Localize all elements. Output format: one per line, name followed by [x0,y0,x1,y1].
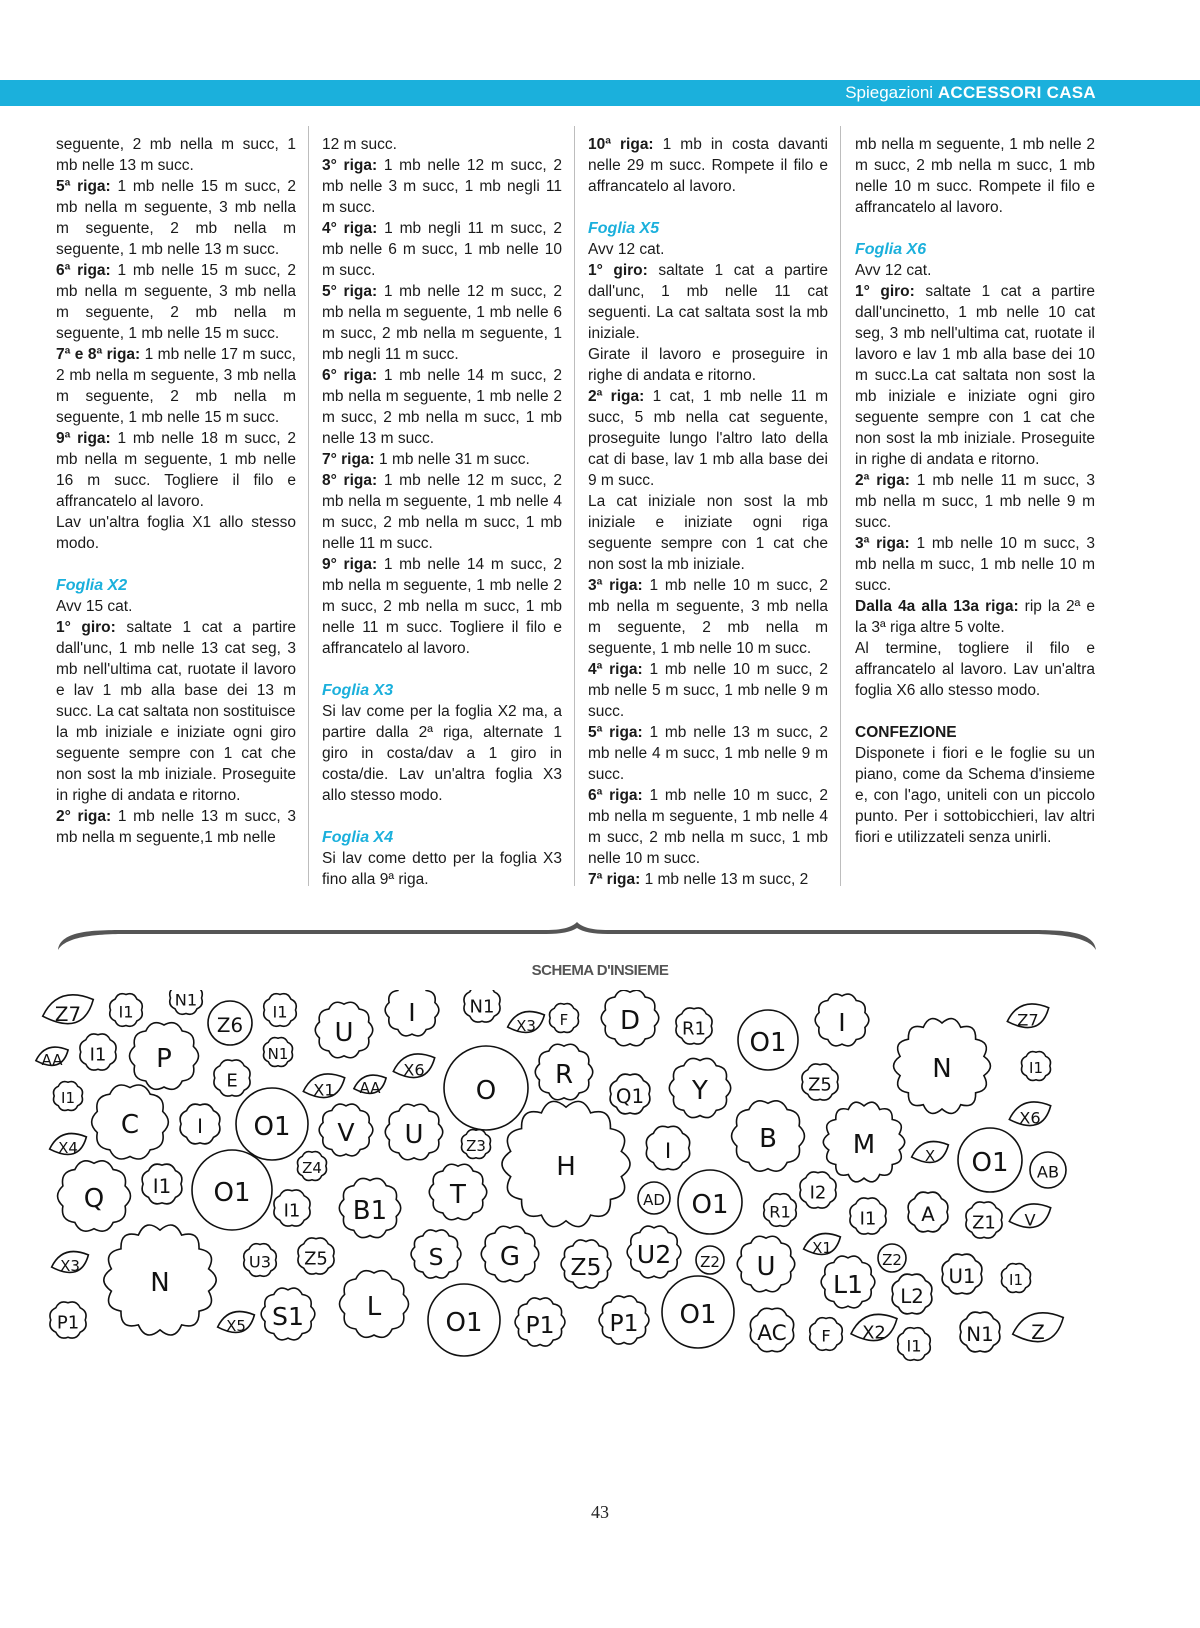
scheme-piece-n1 [464,990,500,1022]
scheme-piece-l2 [892,1274,932,1314]
row-label: 4ª riga: [588,661,643,678]
section-heading: Foglia X5 [588,220,660,237]
scheme-piece-z7 [43,995,94,1026]
brace-divider [56,922,1098,952]
scheme-piece-p1 [515,1298,565,1346]
scheme-piece-o1 [678,1170,742,1234]
scheme-piece-x2 [851,1314,897,1343]
row-label: 3° riga: [322,157,378,174]
piece-label: X4 [58,1139,78,1157]
piece-label: O1 [213,1177,251,1208]
piece-label: U [404,1119,424,1150]
instruction-paragraph: Girate il lavoro e proseguire in righe di andata e ritorno. [588,346,828,384]
row-label: 7ª riga: [588,871,641,888]
scheme-piece-z5 [802,1064,838,1100]
instruction-paragraph: 8° riga: 1 mb nelle 12 m succ, 2 mb nella m seguente, 1 mb nelle 4 m succ, 2 mb nella m succ, 1 mb nelle 11 m succ. [322,472,562,552]
piece-label: U [334,1017,354,1048]
row-label: 4° riga: [322,220,378,237]
scheme-piece-r1 [764,1194,797,1227]
piece-label: Z [1031,1321,1045,1345]
scheme-piece-i1 [54,1082,83,1111]
piece-label: X5 [226,1317,246,1335]
instruction-paragraph: 2° riga: 1 mb nelle 13 m succ, 3 mb nella m seguente,1 mb nelle [56,808,296,846]
scheme-piece-z1 [966,1202,1002,1238]
instruction-paragraph: Dalla 4a alla 13a riga: rip la 2ª e la 3ª riga altre 5 volte. [855,598,1095,636]
piece-label: I1 [152,1175,172,1199]
piece-label: I2 [809,1182,827,1204]
piece-label: O1 [445,1307,483,1338]
piece-label: U2 [636,1239,672,1269]
piece-label: A [921,1203,935,1227]
piece-label: S [428,1242,444,1271]
piece-label: X1 [313,1080,335,1100]
scheme-piece-e [214,1060,250,1096]
scheme-piece-i2 [800,1172,836,1208]
instruction-paragraph: Si lav come per la foglia X2 ma, a partire dalla 2ª riga, alternate 1 giro in costa/dav a 1 giro in costa/die. Lav un'altra foglia X3 allo stesso modo. [322,703,562,804]
scheme-piece-h [502,1101,630,1226]
piece-label: P1 [56,1312,80,1334]
section-heading: Foglia X6 [855,241,927,258]
scheme-piece-a [908,1192,948,1232]
scheme-piece-o1 [738,1010,798,1070]
instruction-paragraph: Disponete i fiori e le foglie su un piano, come da Schema d'insieme e, con l'ago, uniteli con un piccolo punto. Per i sottobicchieri, lav altri fiori e utilizzateli senza unirli. [855,745,1095,846]
piece-label: X6 [403,1060,425,1080]
scheme-piece-v [319,1104,373,1156]
piece-label: I1 [1029,1059,1043,1077]
piece-label: X [924,1147,936,1165]
piece-label: N1 [174,990,198,1010]
instruction-paragraph: Lav un'altra foglia X1 allo stesso modo. [56,514,296,552]
piece-label: I [838,1007,846,1037]
piece-label: Q [83,1183,105,1214]
piece-label: B [759,1123,777,1154]
scheme-piece-u [385,1104,443,1159]
instruction-paragraph: 12 m succ. [322,136,397,153]
scheme-piece-i [815,994,869,1046]
header-section: ACCESSORI CASA [937,83,1096,102]
scheme-piece-i [646,1126,689,1169]
piece-label: L2 [900,1285,924,1309]
row-label: 6ª riga: [588,787,643,804]
instruction-paragraph: 6° riga: 1 mb nelle 14 m succ, 2 mb nella m seguente, 1 mb nelle 2 m succ, 2 mb nella m succ, 1 mb nelle 13 m succ. [322,367,562,447]
header-title [845,80,1096,106]
scheme-piece-i1 [850,1198,886,1234]
scheme-piece-x6 [1009,1102,1050,1128]
scheme-piece-q [58,1161,131,1231]
instruction-paragraph: 5ª riga: 1 mb nelle 13 m succ, 2 mb nelle 4 m succ, 1 mb nelle 9 m succ. [588,724,828,783]
scheme-piece-i [385,990,439,1036]
instruction-paragraph: 4° riga: 1 mb negli 11 m succ, 2 mb nelle 6 m succ, 1 mb nelle 10 m succ. [322,220,562,279]
row-label: 5° riga: [322,283,378,300]
instruction-paragraph: La cat iniziale non sost la mb iniziale e iniziate ogni riga seguente sempre con 1 cat che non sost la mb iniziale. [588,493,828,573]
scheme-piece-ad [638,1182,670,1214]
instruction-paragraph: mb nella m seguente, 1 mb nelle 2 m succ, 2 mb nella m succ, 1 mb nelle 10 m succ. Rompete il filo e affrancatelo al lavoro. [855,136,1095,216]
piece-label: O1 [679,1299,717,1330]
row-label: 6ª riga: [56,262,111,279]
scheme-piece-x6 [393,1054,434,1080]
piece-label: Y [692,1075,708,1106]
scheme-piece-g [481,1226,539,1281]
scheme-piece-n1 [170,990,203,1014]
row-label: 5ª riga: [56,178,111,195]
text-column-1 [56,134,296,848]
piece-label: O1 [971,1147,1009,1178]
piece-label: Q1 [615,1085,645,1109]
instruction-paragraph: 9° riga: 1 mb nelle 14 m succ, 2 mb nella m seguente, 1 mb nelle 2 m succ, 2 mb nella m succ, 1 mb nelle 11 m succ. Togliere il filo e affrancatelo al lavoro. [322,556,562,657]
scheme-piece-z2 [696,1246,724,1274]
piece-label: C [120,1109,140,1140]
scheme-piece-p [130,1023,199,1090]
piece-label: O1 [691,1189,729,1220]
scheme-piece-ab [1030,1152,1066,1188]
piece-label: X3 [60,1257,80,1275]
piece-label: I1 [1009,1271,1023,1289]
scheme-piece-t [429,1164,487,1219]
instruction-paragraph: 3° riga: 1 mb nelle 12 m succ, 2 mb nelle 3 m succ, 1 mb negli 11 m succ. [322,157,562,216]
column-divider [840,126,841,886]
piece-label: S1 [271,1301,305,1331]
instruction-paragraph: 10ª riga: 1 mb in costa davanti nelle 29 m succ. Rompete il filo e affrancatelo al lavoro. [588,136,829,195]
instruction-paragraph: 5ª riga: 1 mb nelle 15 m succ, 2 mb nella m seguente, 3 mb nella m seguente, 2 mb nella m seguente, 1 mb nelle 13 m succ. [56,178,296,258]
piece-label: R [554,1059,574,1090]
piece-label: Z3 [466,1137,486,1155]
piece-label: E [226,1070,238,1092]
column-divider [574,126,575,886]
piece-label: I1 [272,1002,288,1022]
scheme-piece-y [669,1058,730,1117]
scheme-piece-ac [750,1308,793,1351]
piece-label: I1 [61,1089,75,1107]
scheme-piece-u2 [627,1226,681,1278]
scheme-piece-aa [36,1047,68,1069]
piece-label: Z7 [1017,1010,1039,1030]
row-label: 1° giro: [56,619,116,636]
scheme-piece-l [340,1271,409,1338]
piece-label: V [337,1117,355,1147]
piece-label: H [556,1151,576,1182]
scheme-piece-u1 [942,1254,982,1294]
piece-label: G [499,1241,521,1272]
piece-label: M [852,1129,876,1160]
scheme-piece-n [894,1019,991,1114]
piece-label: F [559,1011,569,1029]
scheme-piece-x3 [52,1251,89,1275]
piece-label: O1 [253,1111,291,1142]
instruction-paragraph: la mb iniziale e iniziate ogni giro seguente sempre con 1 cat che non sost la mb iniziale. Proseguite in righe di andata e ritorno. [56,724,296,804]
piece-label: I1 [118,1002,134,1022]
scheme-piece-i1 [110,994,143,1027]
scheme-piece-n1 [960,1312,1000,1352]
scheme-piece-x1 [804,1233,841,1257]
piece-label: AA [41,1051,63,1069]
piece-label: N [932,1053,952,1084]
scheme-piece-n1 [264,1038,293,1067]
piece-label: I [408,997,416,1027]
piece-label: AB [1036,1162,1060,1182]
section-title: CONFEZIONE [855,724,957,741]
scheme-piece-z4 [298,1152,327,1181]
instruction-paragraph: seguente, 2 mb nella m succ, 1 mb nelle 13 m succ. [56,136,296,174]
scheme-piece-i1 [898,1328,931,1361]
piece-label: R1 [682,1018,706,1040]
scheme-piece-i1 [80,1034,116,1070]
scheme-piece-z2 [878,1244,906,1272]
scheme-piece-p1 [50,1302,86,1338]
piece-label: N [150,1267,170,1298]
scheme-piece-n [104,1225,216,1335]
scheme-piece-p1 [599,1296,649,1344]
scheme-piece-z5 [298,1238,334,1274]
column-divider [308,126,309,886]
scheme-piece-s [411,1230,461,1278]
header-label: Spiegazioni [845,83,934,102]
instruction-paragraph: 2ª riga: 1 cat, 1 mb nelle 11 m succ, 5 mb nella cat seguente, proseguite lungo l'altro lato della cat di base, lav 1 mb alla base dei 9 m succ. [588,388,828,489]
scheme-piece-i [180,1104,220,1144]
row-label: 9° riga: [322,556,378,573]
scheme-piece-x4 [50,1133,87,1157]
piece-label: Z2 [882,1251,902,1269]
instruction-paragraph: 2ª riga: 1 mb nelle 11 m succ, 3 mb nella m succ, 1 mb nelle 9 m succ. [855,472,1095,531]
scheme-piece-o [444,1046,528,1130]
scheme-piece-o1 [958,1128,1022,1192]
scheme-piece-v [1009,1204,1050,1230]
instruction-paragraph: Avv 12 cat. [588,241,665,258]
scheme-piece-r [535,1044,593,1099]
piece-label: X6 [1019,1108,1041,1128]
row-label: 7ª e 8ª riga: [56,346,141,363]
scheme-piece-s1 [261,1288,315,1340]
scheme-piece-m [823,1102,904,1182]
instruction-paragraph: 3ª riga: 1 mb nelle 10 m succ, 2 mb nella m seguente, 3 mb nella m seguente, 2 mb nella m seguente, 1 mb nelle 10 m succ. [588,577,828,657]
instruction-paragraph: 7° riga: 1 mb nelle 31 m succ. [322,451,530,468]
scheme-piece-f [550,1004,579,1033]
piece-label: I1 [906,1336,922,1356]
header-bar [0,80,1200,106]
instruction-paragraph: Avv 15 cat. [56,598,133,615]
row-label: 6° riga: [322,367,378,384]
scheme-title: SCHEMA D'INSIEME [531,962,669,979]
text-column-2 [322,134,562,890]
piece-label: N1 [966,1323,994,1347]
piece-label: Z7 [54,1003,82,1027]
scheme-piece-d [601,990,659,1045]
piece-label: I1 [859,1208,877,1230]
piece-label: AD [643,1191,665,1209]
scheme-piece-z7 [1007,1004,1048,1030]
scheme-piece-i1 [1002,1264,1031,1293]
scheme-piece-b [732,1101,805,1171]
piece-label: I [197,1115,203,1139]
section-heading: Foglia X4 [322,829,394,846]
piece-label: AA [359,1079,381,1097]
piece-label: Z2 [700,1253,720,1271]
scheme-piece-o1 [192,1150,272,1230]
piece-label: O [475,1075,497,1106]
piece-label: L1 [832,1269,864,1299]
scheme-piece-i1 [274,1190,310,1226]
piece-label: Z6 [216,1014,244,1038]
piece-label: L [366,1291,382,1322]
section-heading: Foglia X3 [322,682,394,699]
piece-label: D [619,1005,641,1036]
instruction-paragraph: 3ª riga: 1 mb nelle 10 m succ, 3 mb nella m succ, 1 mb nelle 10 m succ. [855,535,1095,594]
scheme-piece-u3 [244,1244,277,1277]
instruction-paragraph: 1° giro: saltate 1 cat a partire dall'unc, 1 mb nelle 13 cat seg, 3 mb nell'ultima cat, ruotate il lavoro e lav 1 mb alla base dei 13 m succ. La cat saltata non sostituisce [56,619,296,720]
piece-label: N1 [267,1045,289,1063]
scheme-piece-i1 [1022,1052,1051,1081]
scheme-piece-z [1013,1313,1064,1344]
piece-label: U3 [248,1252,272,1272]
piece-label: Z4 [302,1159,322,1177]
piece-label: X3 [516,1017,536,1035]
piece-label: I1 [89,1044,107,1066]
row-label: 2ª riga: [855,472,910,489]
instruction-paragraph: Si lav come detto per la foglia X3 fino alla 9ª riga. [322,850,562,888]
scheme-piece-i1 [142,1164,182,1204]
instruction-paragraph: 1° giro: saltate 1 cat a partire dall'unc, 1 mb nelle 11 cat seguenti. La cat saltata sost la mb iniziale. [588,262,828,342]
piece-label: X1 [812,1239,832,1257]
instruction-paragraph: Al termine, togliere il filo e affrancatelo al lavoro. Lav un'altra foglia X6 allo stesso modo. [855,640,1095,699]
piece-label: I1 [283,1200,301,1222]
row-label: 9ª riga: [56,430,111,447]
scheme-piece-z3 [462,1130,491,1159]
instruction-paragraph: Avv 12 cat. [855,262,932,279]
piece-label: O1 [749,1027,787,1058]
scheme-piece-f [810,1318,843,1351]
scheme-piece-x3 [508,1011,545,1035]
piece-label: X2 [862,1322,886,1344]
scheme-piece-x [912,1141,949,1165]
instruction-paragraph: 7ª riga: 1 mb nelle 13 m succ, 2 [588,871,809,888]
scheme-piece-o1 [236,1088,308,1160]
scheme-piece-r1 [676,1008,712,1044]
piece-label: I [664,1139,672,1165]
scheme-piece-z6 [208,1001,252,1045]
piece-label: B1 [352,1195,388,1226]
row-label: 2° riga: [56,808,112,825]
row-label: 7° riga: [322,451,375,468]
piece-label: N1 [469,996,495,1018]
scheme-piece-o1 [428,1284,500,1356]
piece-label: Z5 [304,1248,328,1270]
scheme-piece-aa [354,1075,386,1097]
row-label: 1° giro: [855,283,915,300]
instruction-paragraph: 1° giro: saltate 1 cat a partire dall'uncinetto, 1 mb nelle 10 cat seg, 3 mb nell'ultima cat, ruotate il lavoro e lav 1 mb alla base dei 10 m succ.La cat saltata non sost la mb iniziale e iniziate ogni giro seguente sempre con 1 cat che non sost la mb iniziale. Proseguite in righe di andata e ritorno. [855,283,1095,468]
piece-label: AC [757,1321,787,1347]
text-column-3 [588,134,828,890]
scheme-piece-u [315,1002,373,1057]
instruction-paragraph: 5° riga: 1 mb nelle 12 m succ, 2 mb nella m seguente, 1 mb nelle 6 m succ, 2 mb nella m seguente, 1 mb negli 11 m succ. [322,283,562,363]
scheme-piece-u [737,1236,795,1291]
row-label: 3ª riga: [855,535,910,552]
scheme-piece-i1 [264,994,297,1027]
text-column-4 [855,134,1095,848]
section-heading: Foglia X2 [56,577,128,594]
row-label: Dalla 4a alla 13a riga: [855,598,1019,615]
piece-label: T [450,1179,466,1210]
scheme-piece-x1 [303,1074,344,1100]
piece-label: Z5 [808,1074,832,1096]
instruction-paragraph: 6ª riga: 1 mb nelle 10 m succ, 2 mb nella m seguente, 1 mb nelle 4 m succ, 2 mb nella m succ, 1 mb nelle 10 m succ. [588,787,828,867]
row-label: 10ª riga: [588,136,654,153]
piece-label: P [156,1043,172,1074]
piece-label: Z5 [570,1252,602,1281]
scheme-piece-l1 [821,1256,875,1308]
piece-label: Z1 [972,1212,996,1234]
instruction-paragraph: 4ª riga: 1 mb nelle 10 m succ, 2 mb nelle 5 m succ, 1 mb nelle 9 m succ. [588,661,828,720]
scheme-piece-c [92,1085,169,1159]
instruction-paragraph: 6ª riga: 1 mb nelle 15 m succ, 2 mb nella m seguente, 3 mb nella m seguente, 2 mb nella m seguente, 1 mb nelle 15 m succ. [56,262,296,342]
piece-label: F [821,1326,831,1346]
row-label: 1° giro: [588,262,648,279]
assembly-diagram [34,990,1170,1400]
row-label: 2ª riga: [588,388,645,405]
scheme-piece-q1 [610,1074,650,1114]
piece-label: V [1024,1210,1036,1230]
scheme-piece-b1 [339,1178,400,1237]
scheme-piece-x5 [218,1311,255,1335]
piece-label: P1 [609,1308,639,1337]
piece-label: U1 [948,1265,976,1289]
row-label: 3ª riga: [588,577,643,594]
instruction-paragraph: 7ª e 8ª riga: 1 mb nelle 17 m succ, 2 mb nella m seguente, 3 mb nella m seguente, 2 mb nella m seguente, 1 mb nelle 15 m succ. [56,346,296,426]
scheme-piece-o1 [662,1276,734,1348]
row-label: 5ª riga: [588,724,643,741]
row-label: 8° riga: [322,472,378,489]
instruction-paragraph: 9ª riga: 1 mb nelle 18 m succ, 2 mb nella m seguente, 1 mb nelle 16 m succ. Togliere il filo e affrancatelo al lavoro. [56,430,296,510]
piece-label: P1 [525,1310,555,1339]
piece-label: R1 [769,1202,791,1222]
page-number: 43 [591,1502,609,1522]
piece-label: U [756,1251,776,1282]
scheme-piece-z5 [561,1240,611,1288]
